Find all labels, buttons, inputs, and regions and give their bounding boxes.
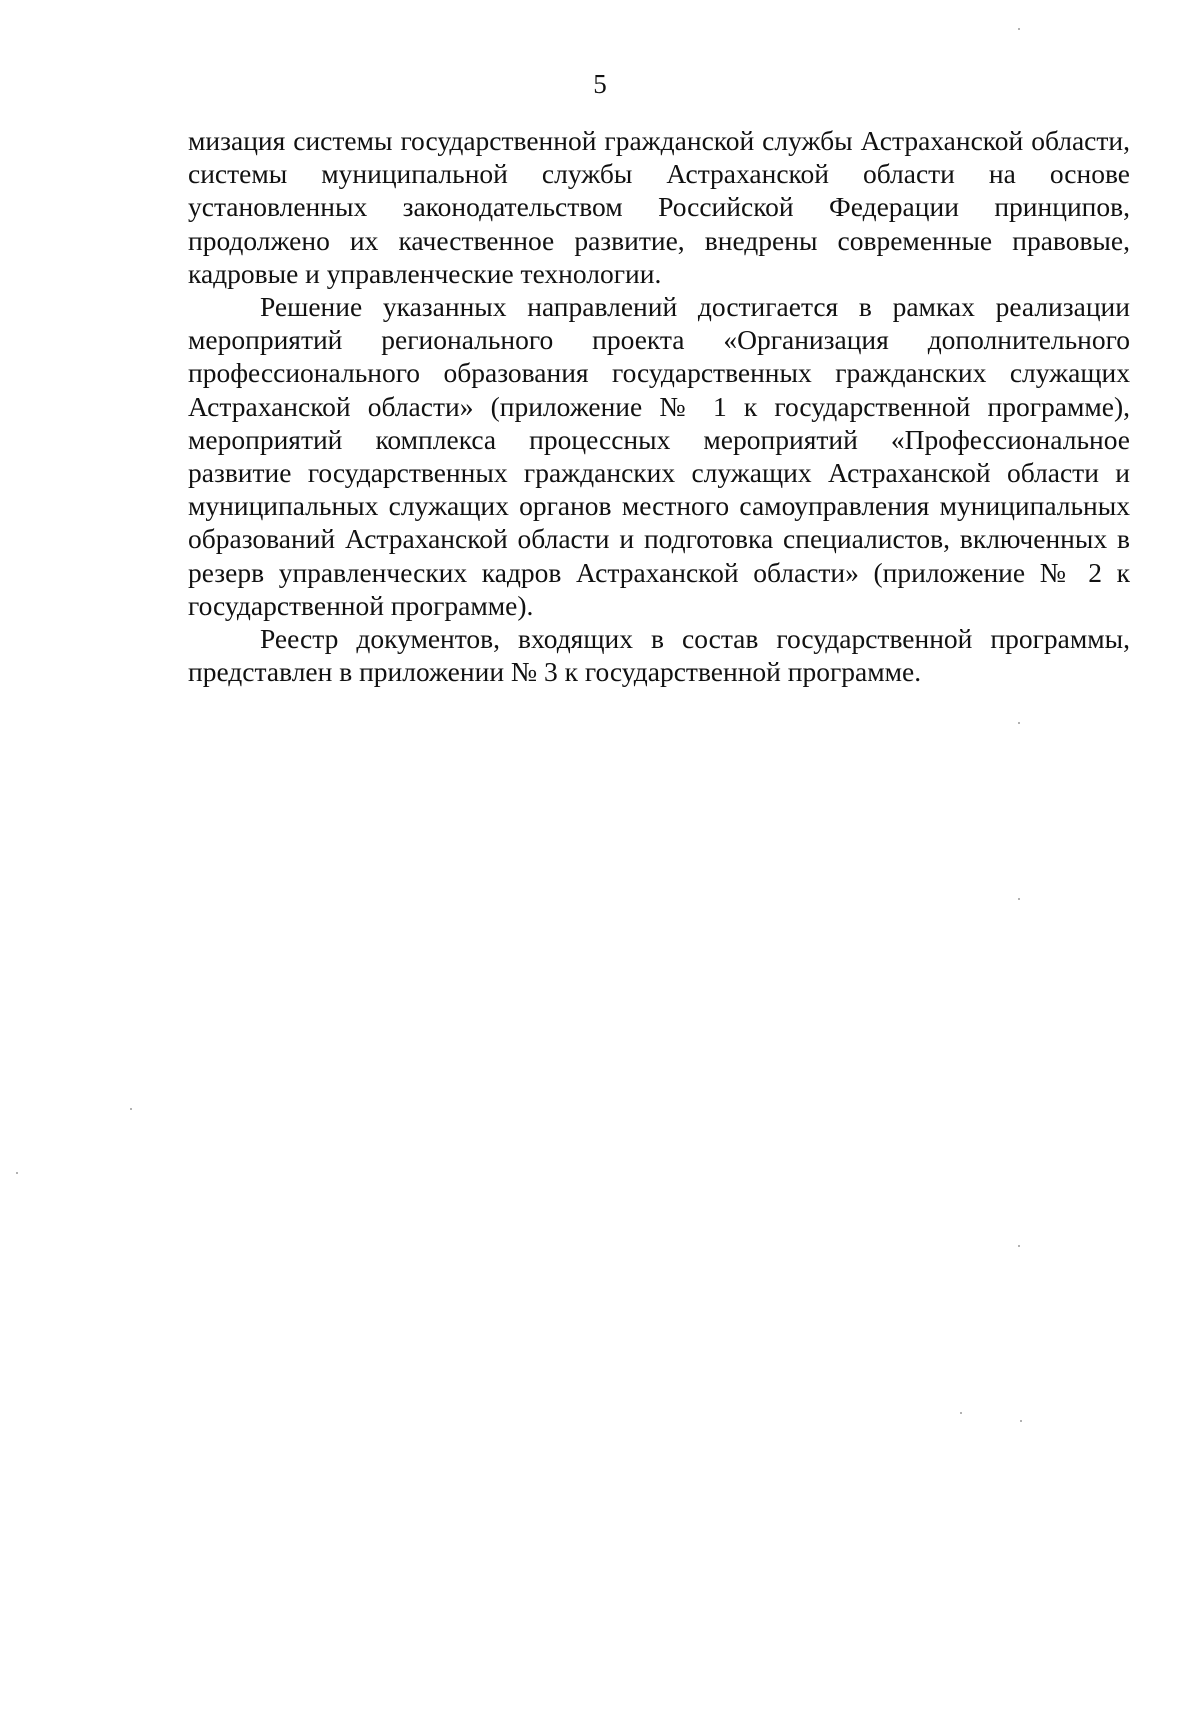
scan-speck (16, 1172, 18, 1174)
scan-speck (960, 1412, 962, 1414)
scan-speck (1018, 1245, 1020, 1247)
page-number: 5 (593, 69, 607, 99)
paragraph-registry: Реестр документов, входящих в состав государственной программы, представлен в приложении № 3 к государственной программе. (188, 623, 1130, 688)
paragraph-continuation: мизация системы государственной гражданской службы Астраханской области, системы муниципальной службы Астраханской области на основе установленных законодательством Российской Федерации принципов, продолжено их качественное развитие, внедрены современные правовые, кадровые и управленческие технологии. (188, 125, 1130, 289)
scan-speck (1018, 28, 1020, 30)
scan-speck (1018, 898, 1020, 900)
scan-speck (130, 1108, 132, 1110)
scan-speck (1018, 722, 1020, 724)
paragraph-solution: Решение указанных направлений достигается в рамках реализации мероприятий регионального проекта «Организация дополнительного профессионального образования государственных гражданских служащих Астраханской области» (приложение № 1 к государственной программе), мероприятий комплекса процессных мероприятий «Профессиональное развитие государственных гражданских служащих Астраханской области и муниципальных служащих органов местного самоуправления муниципальных образований Астраханской области и подготовка специалистов, включенных в резерв управленческих кадров Астраханской области» (приложение № 2 к государственной программе). (188, 291, 1130, 621)
scan-speck (1020, 1420, 1022, 1422)
body-text (188, 124, 1130, 688)
